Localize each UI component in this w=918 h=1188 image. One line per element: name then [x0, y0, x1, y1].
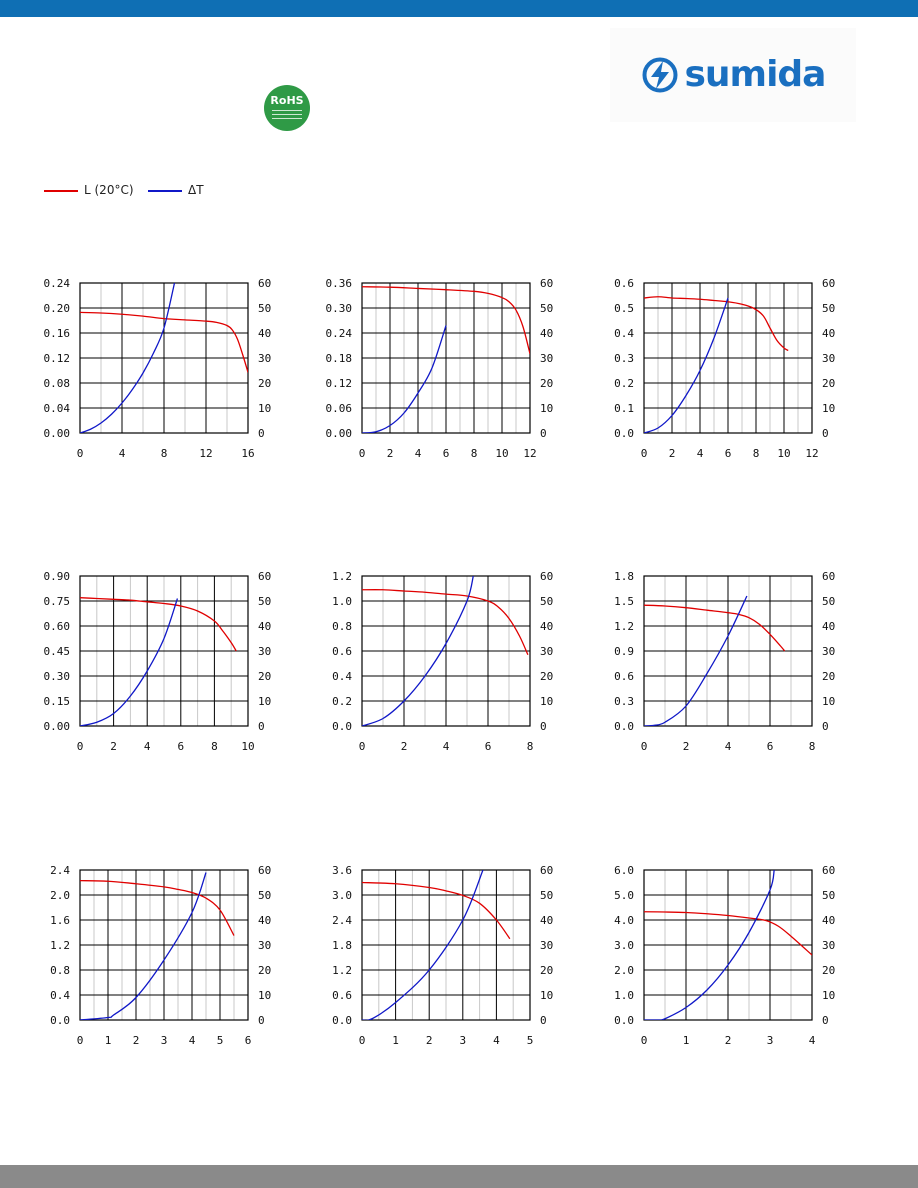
x-tick-label: 0 — [358, 1034, 366, 1047]
inductance-line — [80, 881, 234, 936]
y2-tick-label: 20 — [822, 670, 836, 683]
x-tick-label: 0 — [640, 1034, 648, 1047]
y-tick-label: 0.2 — [614, 377, 634, 390]
x-tick-label: 12 — [805, 447, 819, 460]
y-tick-label: 2.0 — [50, 889, 70, 902]
y-tick-label: 1.8 — [614, 570, 634, 583]
x-tick-label: 0 — [640, 740, 648, 753]
y2-tick-label: 60 — [540, 277, 554, 290]
chart-5 — [312, 563, 557, 755]
x-tick-label: 4 — [724, 740, 732, 753]
x-tick-label: 4 — [414, 447, 422, 460]
y2-tick-label: 60 — [258, 864, 272, 877]
x-tick-label: 6 — [724, 447, 732, 460]
y2-tick-label: 30 — [540, 939, 554, 952]
y2-tick-label: 20 — [822, 377, 836, 390]
chart-4 — [30, 563, 275, 755]
x-tick-label: 6 — [766, 740, 774, 753]
y-tick-label: 6.0 — [614, 864, 634, 877]
x-tick-label: 4 — [696, 447, 704, 460]
y-tick-label: 0.90 — [43, 570, 70, 583]
brand-name: sumida — [684, 54, 826, 95]
y2-tick-label: 50 — [822, 595, 836, 608]
y-tick-label: 1.2 — [614, 620, 634, 633]
y2-tick-label: 60 — [822, 570, 836, 583]
y2-tick-label: 40 — [540, 914, 554, 927]
y-tick-label: 4.0 — [614, 914, 634, 927]
y-tick-label: 0.8 — [50, 964, 70, 977]
y-tick-label: 0.06 — [325, 402, 352, 415]
y2-tick-label: 0 — [540, 1014, 547, 1027]
y-tick-label: 0.08 — [43, 377, 70, 390]
legend-swatch-inductance — [44, 190, 78, 192]
x-tick-label: 6 — [484, 740, 492, 753]
y-tick-label: 2.4 — [332, 914, 352, 927]
y-tick-label: 0.30 — [325, 302, 352, 315]
y-tick-label: 0.24 — [43, 277, 70, 290]
x-tick-label: 10 — [241, 740, 255, 753]
y2-tick-label: 20 — [540, 377, 554, 390]
top-banner — [0, 0, 918, 17]
y-tick-label: 1.2 — [50, 939, 70, 952]
y-tick-label: 0.12 — [43, 352, 70, 365]
y2-tick-label: 20 — [258, 670, 272, 683]
y2-tick-label: 30 — [258, 352, 272, 365]
y-tick-label: 0.4 — [332, 670, 352, 683]
y-tick-label: 1.0 — [614, 989, 634, 1002]
x-tick-label: 6 — [177, 740, 185, 753]
y-tick-label: 0.0 — [614, 1014, 634, 1027]
x-tick-label: 3 — [766, 1034, 774, 1047]
chart-8 — [312, 857, 557, 1049]
y2-tick-label: 50 — [822, 889, 836, 902]
x-tick-label: 2 — [682, 740, 690, 753]
y2-tick-label: 40 — [822, 620, 836, 633]
x-tick-label: 8 — [808, 740, 816, 753]
y-tick-label: 0.0 — [614, 720, 634, 733]
y-tick-label: 1.2 — [332, 964, 352, 977]
y2-tick-label: 30 — [258, 939, 272, 952]
y-tick-label: 5.0 — [614, 889, 634, 902]
x-tick-label: 3 — [459, 1034, 467, 1047]
y2-tick-label: 10 — [540, 989, 554, 1002]
y2-tick-label: 40 — [258, 327, 272, 340]
x-tick-label: 10 — [777, 447, 791, 460]
x-tick-label: 4 — [808, 1034, 816, 1047]
y-tick-label: 0.9 — [614, 645, 634, 658]
y2-tick-label: 0 — [822, 1014, 829, 1027]
y2-tick-label: 60 — [540, 864, 554, 877]
x-tick-label: 4 — [143, 740, 151, 753]
y2-tick-label: 40 — [540, 327, 554, 340]
y2-tick-label: 10 — [822, 989, 836, 1002]
y2-tick-label: 10 — [258, 989, 272, 1002]
y-tick-label: 0.4 — [50, 989, 70, 1002]
x-tick-label: 2 — [668, 447, 676, 460]
y-tick-label: 0.8 — [332, 620, 352, 633]
x-tick-label: 0 — [76, 740, 84, 753]
y2-tick-label: 60 — [258, 570, 272, 583]
y2-tick-label: 50 — [822, 302, 836, 315]
bottom-banner — [0, 1165, 918, 1188]
y-tick-label: 1.2 — [332, 570, 352, 583]
y-tick-label: 0.0 — [614, 427, 634, 440]
y-tick-label: 0.00 — [43, 427, 70, 440]
x-tick-label: 0 — [640, 447, 648, 460]
x-tick-label: 4 — [188, 1034, 196, 1047]
y2-tick-label: 30 — [258, 645, 272, 658]
y-tick-label: 0.00 — [325, 427, 352, 440]
y-tick-label: 1.0 — [332, 595, 352, 608]
y2-tick-label: 0 — [258, 427, 265, 440]
y-tick-label: 0.00 — [43, 720, 70, 733]
y2-tick-label: 0 — [540, 720, 547, 733]
x-tick-label: 1 — [392, 1034, 399, 1047]
y-tick-label: 0.0 — [332, 1014, 352, 1027]
temperature-rise-line — [80, 599, 177, 727]
y2-tick-label: 60 — [258, 277, 272, 290]
x-tick-label: 2 — [110, 740, 117, 753]
rohs-badge — [264, 85, 310, 131]
y-tick-label: 0.3 — [614, 695, 634, 708]
y-tick-label: 0.0 — [50, 1014, 70, 1027]
y2-tick-label: 20 — [540, 670, 554, 683]
y2-tick-label: 40 — [540, 620, 554, 633]
x-tick-label: 2 — [132, 1034, 140, 1047]
y2-tick-label: 0 — [540, 427, 547, 440]
inductance-line — [644, 297, 788, 351]
y2-tick-label: 20 — [258, 377, 272, 390]
y2-tick-label: 30 — [822, 939, 836, 952]
chart-7 — [30, 857, 275, 1049]
y2-tick-label: 60 — [822, 277, 836, 290]
y2-tick-label: 10 — [540, 695, 554, 708]
y-tick-label: 0.4 — [614, 327, 634, 340]
x-tick-label: 0 — [358, 447, 366, 460]
chart-9 — [594, 857, 839, 1049]
y-tick-label: 1.6 — [50, 914, 70, 927]
y-tick-label: 2.0 — [614, 964, 634, 977]
x-tick-label: 8 — [160, 447, 168, 460]
y2-tick-label: 0 — [822, 720, 829, 733]
x-tick-label: 16 — [241, 447, 255, 460]
sumida-logo-icon — [641, 56, 679, 94]
x-tick-label: 4 — [442, 740, 450, 753]
y-tick-label: 0.60 — [43, 620, 70, 633]
y2-tick-label: 50 — [540, 302, 554, 315]
chart-3 — [594, 270, 839, 462]
y2-tick-label: 0 — [822, 427, 829, 440]
x-tick-label: 0 — [76, 447, 84, 460]
chart-6 — [594, 563, 839, 755]
x-tick-label: 8 — [752, 447, 760, 460]
y-tick-label: 0.45 — [43, 645, 70, 658]
y2-tick-label: 10 — [822, 695, 836, 708]
x-tick-label: 2 — [386, 447, 394, 460]
y-tick-label: 0.24 — [325, 327, 352, 340]
y2-tick-label: 50 — [258, 889, 272, 902]
x-tick-label: 0 — [358, 740, 366, 753]
x-tick-label: 12 — [523, 447, 537, 460]
y-tick-label: 0.0 — [332, 720, 352, 733]
legend-swatch-temperature-rise — [148, 190, 182, 192]
y-tick-label: 0.30 — [43, 670, 70, 683]
y2-tick-label: 60 — [540, 570, 554, 583]
x-tick-label: 4 — [118, 447, 126, 460]
y-tick-label: 3.6 — [332, 864, 352, 877]
y2-tick-label: 30 — [822, 645, 836, 658]
y-tick-label: 0.6 — [614, 670, 634, 683]
y2-tick-label: 30 — [540, 645, 554, 658]
y-tick-label: 0.2 — [332, 695, 352, 708]
y-tick-label: 3.0 — [332, 889, 352, 902]
y2-tick-label: 10 — [258, 402, 272, 415]
x-tick-label: 8 — [211, 740, 218, 753]
y-tick-label: 0.5 — [614, 302, 634, 315]
y2-tick-label: 0 — [258, 720, 265, 733]
chart-2 — [312, 270, 557, 462]
chart-1 — [30, 270, 275, 462]
x-tick-label: 6 — [442, 447, 450, 460]
y2-tick-label: 30 — [822, 352, 836, 365]
y2-tick-label: 50 — [540, 889, 554, 902]
y-tick-label: 0.6 — [332, 645, 352, 658]
y2-tick-label: 10 — [822, 402, 836, 415]
y2-tick-label: 10 — [540, 402, 554, 415]
y-tick-label: 0.20 — [43, 302, 70, 315]
x-tick-label: 5 — [526, 1034, 534, 1047]
brand-logo — [610, 28, 856, 122]
inductance-line — [80, 598, 236, 651]
y-tick-label: 0.16 — [43, 327, 70, 340]
x-tick-label: 3 — [160, 1034, 168, 1047]
rohs-title: RoHS — [270, 94, 304, 107]
x-tick-label: 2 — [724, 1034, 732, 1047]
x-tick-label: 8 — [470, 447, 478, 460]
y2-tick-label: 50 — [258, 595, 272, 608]
rohs-badge-lines — [272, 110, 302, 119]
y2-tick-label: 20 — [540, 964, 554, 977]
y-tick-label: 0.15 — [43, 695, 70, 708]
x-tick-label: 10 — [495, 447, 509, 460]
y2-tick-label: 10 — [258, 695, 272, 708]
y-tick-label: 1.5 — [614, 595, 634, 608]
y-tick-label: 0.12 — [325, 377, 352, 390]
y-tick-label: 0.18 — [325, 352, 352, 365]
x-tick-label: 1 — [104, 1034, 112, 1047]
y2-tick-label: 30 — [540, 352, 554, 365]
x-tick-label: 6 — [244, 1034, 252, 1047]
x-tick-label: 0 — [76, 1034, 84, 1047]
y-tick-label: 0.04 — [43, 402, 70, 415]
y2-tick-label: 50 — [540, 595, 554, 608]
y2-tick-label: 40 — [822, 327, 836, 340]
x-tick-label: 1 — [682, 1034, 690, 1047]
y-tick-label: 0.36 — [325, 277, 352, 290]
y2-tick-label: 20 — [822, 964, 836, 977]
y2-tick-label: 60 — [822, 864, 836, 877]
y-tick-label: 0.3 — [614, 352, 634, 365]
y2-tick-label: 40 — [822, 914, 836, 927]
y-tick-label: 0.75 — [43, 595, 70, 608]
legend-label-inductance: L (20°C) — [84, 183, 134, 197]
x-tick-label: 8 — [526, 740, 534, 753]
y2-tick-label: 0 — [258, 1014, 265, 1027]
y-tick-label: 3.0 — [614, 939, 634, 952]
y2-tick-label: 50 — [258, 302, 272, 315]
y-tick-label: 0.6 — [332, 989, 352, 1002]
y2-tick-label: 40 — [258, 620, 272, 633]
y-tick-label: 1.8 — [332, 939, 352, 952]
x-tick-label: 12 — [199, 447, 213, 460]
x-tick-label: 2 — [400, 740, 408, 753]
x-tick-label: 2 — [425, 1034, 433, 1047]
x-tick-label: 4 — [493, 1034, 500, 1047]
legend-label-temperature-rise: ΔT — [188, 183, 204, 197]
y-tick-label: 2.4 — [50, 864, 70, 877]
y-tick-label: 0.6 — [614, 277, 634, 290]
inductance-line — [362, 883, 510, 939]
y-tick-label: 0.1 — [614, 402, 634, 415]
temperature-rise-line — [644, 596, 747, 726]
y2-tick-label: 20 — [258, 964, 272, 977]
y2-tick-label: 40 — [258, 914, 272, 927]
x-tick-label: 5 — [216, 1034, 224, 1047]
